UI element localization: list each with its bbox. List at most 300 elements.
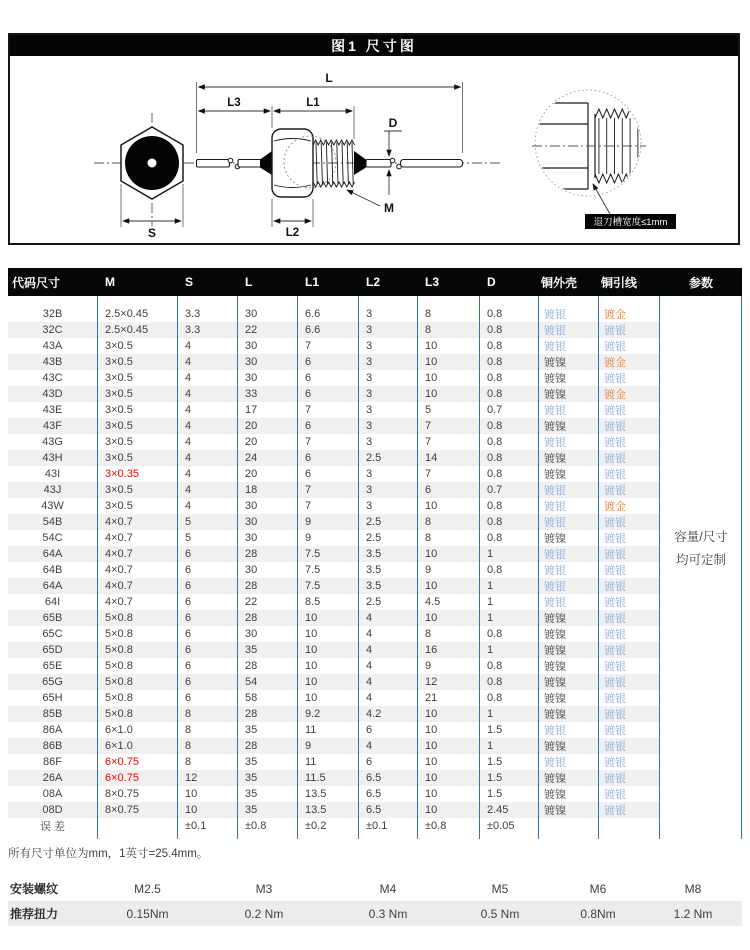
table-row (8, 786, 742, 802)
cell-s: 5 (178, 530, 238, 546)
cell-s: 6 (178, 658, 238, 674)
dim-label-d: D (388, 116, 398, 130)
cell-l2: 3 (359, 402, 418, 418)
cell-s: 4 (178, 434, 238, 450)
cell-shell-plating: 镀镍 (539, 690, 599, 706)
cell-code: 43A (8, 338, 98, 354)
cell-l3: 10 (418, 786, 480, 802)
cell-code: 43D (8, 386, 98, 402)
cell-l3: 10 (418, 706, 480, 722)
cell-code: 43C (8, 370, 98, 386)
cell-lead-plating: 镀银 (599, 706, 660, 722)
cell-d: 0.8 (480, 354, 539, 370)
header-s: S (185, 275, 194, 289)
cell-code: 65D (8, 642, 98, 658)
table-row (8, 738, 742, 754)
cell-l1: 8.5 (298, 594, 359, 610)
cell-d: 1 (480, 642, 539, 658)
spacer-cell (238, 296, 298, 306)
thread-size: M4 (379, 881, 397, 896)
cell-d: 1 (480, 546, 539, 562)
cell-shell-plating: 镀银 (539, 578, 599, 594)
cell-l3: ±0.8 (418, 818, 480, 834)
table-row (8, 626, 742, 642)
spacer-cell (8, 834, 98, 839)
cell-code: 86F (8, 754, 98, 770)
cell-m: 3×0.5 (98, 386, 178, 402)
cell-l3: 9 (418, 658, 480, 674)
cell-code: 43J (8, 482, 98, 498)
thread-size: M2.5 (134, 881, 161, 896)
cell-l2: 3 (359, 322, 418, 338)
cell-d: 0.8 (480, 626, 539, 642)
cell-l3: 21 (418, 690, 480, 706)
table-row (8, 466, 742, 482)
cell-shell-plating: 镀镍 (539, 770, 599, 786)
cell-d: 1.5 (480, 722, 539, 738)
cell-l3: 7 (418, 418, 480, 434)
spacer-row (8, 296, 742, 306)
spacer-cell (418, 296, 480, 306)
cell-lead-plating: 镀银 (599, 418, 660, 434)
cell-m: 3×0.5 (98, 418, 178, 434)
spacer-cell (359, 834, 418, 839)
cell-s: 3.3 (178, 306, 238, 322)
cell-l3: 14 (418, 450, 480, 466)
cell-code: 64I (8, 594, 98, 610)
cell-d: 0.8 (480, 658, 539, 674)
cell-shell-plating: 镀镍 (539, 466, 599, 482)
cell-d: ±0.05 (480, 818, 539, 834)
cell-l1: 6 (298, 450, 359, 466)
cell-l3: 10 (418, 754, 480, 770)
cell-param (660, 754, 742, 770)
cell-shell-plating: 镀镍 (539, 674, 599, 690)
cell-l: 18 (238, 482, 298, 498)
torque-value: 0.5 Nm (480, 906, 520, 921)
torque-value: 0.8Nm (580, 906, 616, 921)
cell-code: 43I (8, 466, 98, 482)
torque-row-label: 推荐扭力 (10, 907, 59, 921)
cell-lead-plating: 镀银 (599, 754, 660, 770)
cell-m: 4×0.7 (98, 594, 178, 610)
cell-shell-plating: 镀银 (539, 546, 599, 562)
cell-l3: 7 (418, 466, 480, 482)
cell-d: 0.8 (480, 466, 539, 482)
table-row (8, 402, 742, 418)
cell-l1: 6 (298, 418, 359, 434)
cell-code: 85B (8, 706, 98, 722)
cell-param (660, 402, 742, 418)
cell-code: 误 差 (8, 818, 98, 834)
cell-l1: 6.6 (298, 322, 359, 338)
cell-l2: 3 (359, 386, 418, 402)
figure-title: 图1 尺寸图 (10, 35, 738, 56)
cell-l: 30 (238, 370, 298, 386)
spacer-cell (660, 296, 742, 306)
cell-l: 54 (238, 674, 298, 690)
cell-lead-plating: 镀银 (599, 674, 660, 690)
cell-param (660, 674, 742, 690)
cell-lead-plating: 镀银 (599, 802, 660, 818)
header-param: 参数 (688, 275, 713, 290)
cell-m: 5×0.8 (98, 610, 178, 626)
cell-lead-plating: 镀银 (599, 514, 660, 530)
cell-l1: 10 (298, 674, 359, 690)
cell-s: 6 (178, 610, 238, 626)
cell-l: 30 (238, 498, 298, 514)
cell-d: 2.45 (480, 802, 539, 818)
cell-l3: 10 (418, 578, 480, 594)
cell-d: 0.8 (480, 498, 539, 514)
cell-shell-plating: 镀银 (539, 402, 599, 418)
cell-s: 6 (178, 642, 238, 658)
cell-l2: 4 (359, 658, 418, 674)
cell-m: 6×1.0 (98, 722, 178, 738)
cell-l1: 7 (298, 434, 359, 450)
cell-l2: 3.5 (359, 562, 418, 578)
cell-l: 35 (238, 754, 298, 770)
cell-m: 3×0.5 (98, 402, 178, 418)
spacer-cell (238, 834, 298, 839)
cell-m: 2.5×0.45 (98, 306, 178, 322)
cell-l: 33 (238, 386, 298, 402)
cell-l: 20 (238, 434, 298, 450)
table-row (8, 770, 742, 786)
cell-m: 5×0.8 (98, 674, 178, 690)
table-row (8, 754, 742, 770)
cell-lead-plating: 镀银 (599, 562, 660, 578)
cell-l: 30 (238, 338, 298, 354)
header-d: D (487, 275, 496, 289)
table-row (8, 514, 742, 530)
cell-l: 28 (238, 546, 298, 562)
cell-code: 43F (8, 418, 98, 434)
cell-param (660, 306, 742, 322)
cell-l2: ±0.1 (359, 818, 418, 834)
cell-code: 64B (8, 562, 98, 578)
cell-l1: 9 (298, 738, 359, 754)
cell-m: 4×0.7 (98, 562, 178, 578)
table-row (8, 594, 742, 610)
cell-l: 28 (238, 738, 298, 754)
cell-lead-plating: 镀银 (599, 546, 660, 562)
thread-row (8, 876, 742, 901)
cell-s: 4 (178, 338, 238, 354)
cell-d: 0.8 (480, 338, 539, 354)
cell-l2: 3 (359, 338, 418, 354)
cell-l3: 10 (418, 386, 480, 402)
header-l3: L3 (425, 275, 440, 289)
cell-l1: 7.5 (298, 578, 359, 594)
cell-param (660, 450, 742, 466)
cell-l2: 6 (359, 722, 418, 738)
dim-label-l3: L3 (227, 97, 241, 109)
cell-s: 4 (178, 418, 238, 434)
torque-value: 0.3 Nm (368, 906, 408, 921)
cell-shell-plating: 镀银 (539, 514, 599, 530)
cell-param (660, 786, 742, 802)
cell-m: 3×0.35 (98, 466, 178, 482)
cell-d: 0.8 (480, 514, 539, 530)
table-row (8, 610, 742, 626)
cell-shell-plating: 镀镍 (539, 642, 599, 658)
spacer-cell (539, 834, 599, 839)
cell-s: 6 (178, 594, 238, 610)
dim-label-l1: L1 (306, 97, 320, 109)
cell-l1: 11 (298, 722, 359, 738)
cell-param (660, 770, 742, 786)
cell-l3: 8 (418, 322, 480, 338)
thread-section (313, 140, 355, 187)
cell-shell-plating: 镀镍 (539, 738, 599, 754)
thread-size: M3 (255, 881, 273, 896)
cell-s: 10 (178, 802, 238, 818)
cell-param (660, 578, 742, 594)
cell-code: 65E (8, 658, 98, 674)
cell-l: 30 (238, 306, 298, 322)
cell-lead-plating: 镀银 (599, 402, 660, 418)
cell-code: 65C (8, 626, 98, 642)
cell-shell-plating: 镀镍 (539, 658, 599, 674)
dim-label-m: M (384, 201, 394, 215)
cell-l2: 6.5 (359, 786, 418, 802)
cell-lead-plating: 镀银 (599, 610, 660, 626)
cell-l2: 2.5 (359, 514, 418, 530)
cell-code: 43H (8, 450, 98, 466)
cell-l2: 3 (359, 498, 418, 514)
cell-s: 8 (178, 738, 238, 754)
cell-s: 4 (178, 466, 238, 482)
cell-l3: 10 (418, 498, 480, 514)
spacer-cell (418, 834, 480, 839)
cell-l3: 4.5 (418, 594, 480, 610)
cell-s: 6 (178, 626, 238, 642)
cell-l3: 10 (418, 338, 480, 354)
cell-param (660, 498, 742, 514)
cell-l1: 7 (298, 402, 359, 418)
cell-l3: 10 (418, 770, 480, 786)
cell-l1: 11.5 (298, 770, 359, 786)
table-row (8, 418, 742, 434)
units-footnote: 所有尺寸单位为mm，1英寸=25.4mm。 (8, 848, 209, 860)
spacer-cell (178, 296, 238, 306)
cell-d: 0.8 (480, 386, 539, 402)
cell-l: 30 (238, 530, 298, 546)
cell-d: 1 (480, 594, 539, 610)
cell-m: 3×0.5 (98, 370, 178, 386)
cell-s: 8 (178, 706, 238, 722)
spacer-cell (298, 296, 359, 306)
cell-l1: 6 (298, 370, 359, 386)
cell-l1: 6 (298, 466, 359, 482)
cell-s: 6 (178, 562, 238, 578)
cell-code: 32C (8, 322, 98, 338)
cell-l2: 6.5 (359, 770, 418, 786)
cell-l2: 3.5 (359, 578, 418, 594)
cell-l2: 4 (359, 642, 418, 658)
table-row (8, 546, 742, 562)
cell-l1: 6 (298, 354, 359, 370)
spacer-cell (660, 834, 742, 839)
table-row (8, 482, 742, 498)
cell-lead-plating: 镀银 (599, 322, 660, 338)
cell-s: 6 (178, 578, 238, 594)
cell-l: ±0.8 (238, 818, 298, 834)
table-row (8, 562, 742, 578)
cell-s: 3.3 (178, 322, 238, 338)
cell-lead-plating: 镀银 (599, 530, 660, 546)
header-lead: 铜引线 (601, 275, 638, 290)
cell-s: 6 (178, 690, 238, 706)
cell-m (98, 818, 178, 834)
cell-s: 12 (178, 770, 238, 786)
cell-m: 4×0.7 (98, 578, 178, 594)
cell-l: 20 (238, 418, 298, 434)
cell-lead-plating: 镀银 (599, 738, 660, 754)
table-row (8, 322, 742, 338)
cell-s: 5 (178, 514, 238, 530)
cell-lead-plating: 镀银 (599, 466, 660, 482)
cell-d: 1.5 (480, 770, 539, 786)
cell-code: 65B (8, 610, 98, 626)
cell-d: 0.8 (480, 562, 539, 578)
cell-l: 30 (238, 626, 298, 642)
cell-m: 3×0.5 (98, 434, 178, 450)
cell-l: 28 (238, 578, 298, 594)
header-l1: L1 (305, 275, 320, 289)
cell-s: 10 (178, 786, 238, 802)
cell-d: 0.8 (480, 306, 539, 322)
cell-l3: 7 (418, 434, 480, 450)
figure-box (8, 33, 740, 245)
cell-code: 26A (8, 770, 98, 786)
cell-shell-plating: 镀镍 (539, 418, 599, 434)
cell-l: 30 (238, 354, 298, 370)
cell-param (660, 338, 742, 354)
cell-code: 64A (8, 578, 98, 594)
cell-l3: 10 (418, 610, 480, 626)
table-row (8, 706, 742, 722)
cell-l2: 3 (359, 306, 418, 322)
cell-d: 1 (480, 706, 539, 722)
cell-l: 35 (238, 642, 298, 658)
cell-l3: 10 (418, 370, 480, 386)
cell-shell-plating: 镀银 (539, 498, 599, 514)
cell-l2: 3 (359, 482, 418, 498)
cell-l3: 12 (418, 674, 480, 690)
cell-m: 5×0.8 (98, 658, 178, 674)
cell-m: 8×0.75 (98, 786, 178, 802)
cell-lead-plating: 镀金 (599, 498, 660, 514)
cell-m: 4×0.7 (98, 530, 178, 546)
spacer-cell (98, 834, 178, 839)
cell-d: 0.8 (480, 322, 539, 338)
cell-m: 3×0.5 (98, 450, 178, 466)
table-row (8, 642, 742, 658)
cell-l1: 10 (298, 626, 359, 642)
cell-l3: 8 (418, 306, 480, 322)
cell-shell-plating: 镀银 (539, 754, 599, 770)
cell-l2: 6.5 (359, 802, 418, 818)
torque-value: 0.15Nm (126, 906, 169, 921)
detail-note-text: 退刀槽宽度≤1mm (593, 217, 668, 228)
thread-size: M6 (589, 881, 607, 896)
cell-l1: 6.6 (298, 306, 359, 322)
cell-code: 54C (8, 530, 98, 546)
header-l2: L2 (366, 275, 381, 289)
cell-l2: 2.5 (359, 530, 418, 546)
cell-l3: 10 (418, 354, 480, 370)
cell-code: 32B (8, 306, 98, 322)
cell-shell-plating: 镀镍 (539, 386, 599, 402)
cell-lead-plating: 镀银 (599, 722, 660, 738)
table-row (8, 802, 742, 818)
cell-l1: 10 (298, 642, 359, 658)
cell-l2: 4 (359, 626, 418, 642)
cell-l3: 10 (418, 546, 480, 562)
dim-label-l: L (325, 71, 333, 85)
table-row (8, 530, 742, 546)
cell-l: 30 (238, 514, 298, 530)
cell-lead-plating: 镀银 (599, 578, 660, 594)
cell-l3: 8 (418, 514, 480, 530)
cell-lead-plating: 镀银 (599, 450, 660, 466)
cell-l3: 5 (418, 402, 480, 418)
cell-l2: 3 (359, 418, 418, 434)
spacer-cell (480, 834, 539, 839)
cell-d: 0.8 (480, 418, 539, 434)
cell-param (660, 594, 742, 610)
spacer-cell (178, 834, 238, 839)
cell-param (660, 722, 742, 738)
cell-l2: 3 (359, 370, 418, 386)
cell-lead-plating: 镀银 (599, 370, 660, 386)
cell-l: 35 (238, 770, 298, 786)
table-row (8, 306, 742, 322)
cell-code: 08A (8, 786, 98, 802)
cell-param (660, 642, 742, 658)
side-view (184, 71, 502, 239)
cell-l2: 4 (359, 674, 418, 690)
cell-shell-plating: 镀镍 (539, 706, 599, 722)
table-row (8, 354, 742, 370)
lead-hole (148, 159, 157, 168)
cell-param (660, 818, 742, 834)
param-note-line1: 容量/尺寸 (674, 530, 728, 544)
dimension-table (8, 268, 742, 839)
cell-shell-plating: 镀银 (539, 594, 599, 610)
cell-l1: 7.5 (298, 562, 359, 578)
thread-row-label: 安装螺纹 (10, 882, 59, 896)
cell-l1: 7 (298, 482, 359, 498)
cell-m: 3×0.5 (98, 338, 178, 354)
cell-l2: 3 (359, 434, 418, 450)
cell-l1: 9 (298, 514, 359, 530)
cell-param (660, 370, 742, 386)
cell-l2: 4 (359, 738, 418, 754)
thread-size: M8 (684, 881, 702, 896)
cell-m: 5×0.8 (98, 706, 178, 722)
cell-m: 6×0.75 (98, 770, 178, 786)
cell-l1: 10 (298, 690, 359, 706)
cell-l2: 3.5 (359, 546, 418, 562)
cell-lead-plating: 镀银 (599, 642, 660, 658)
cell-d: 0.8 (480, 434, 539, 450)
cell-shell-plating: 镀银 (539, 562, 599, 578)
cell-l3: 8 (418, 530, 480, 546)
cell-lead-plating: 镀银 (599, 482, 660, 498)
